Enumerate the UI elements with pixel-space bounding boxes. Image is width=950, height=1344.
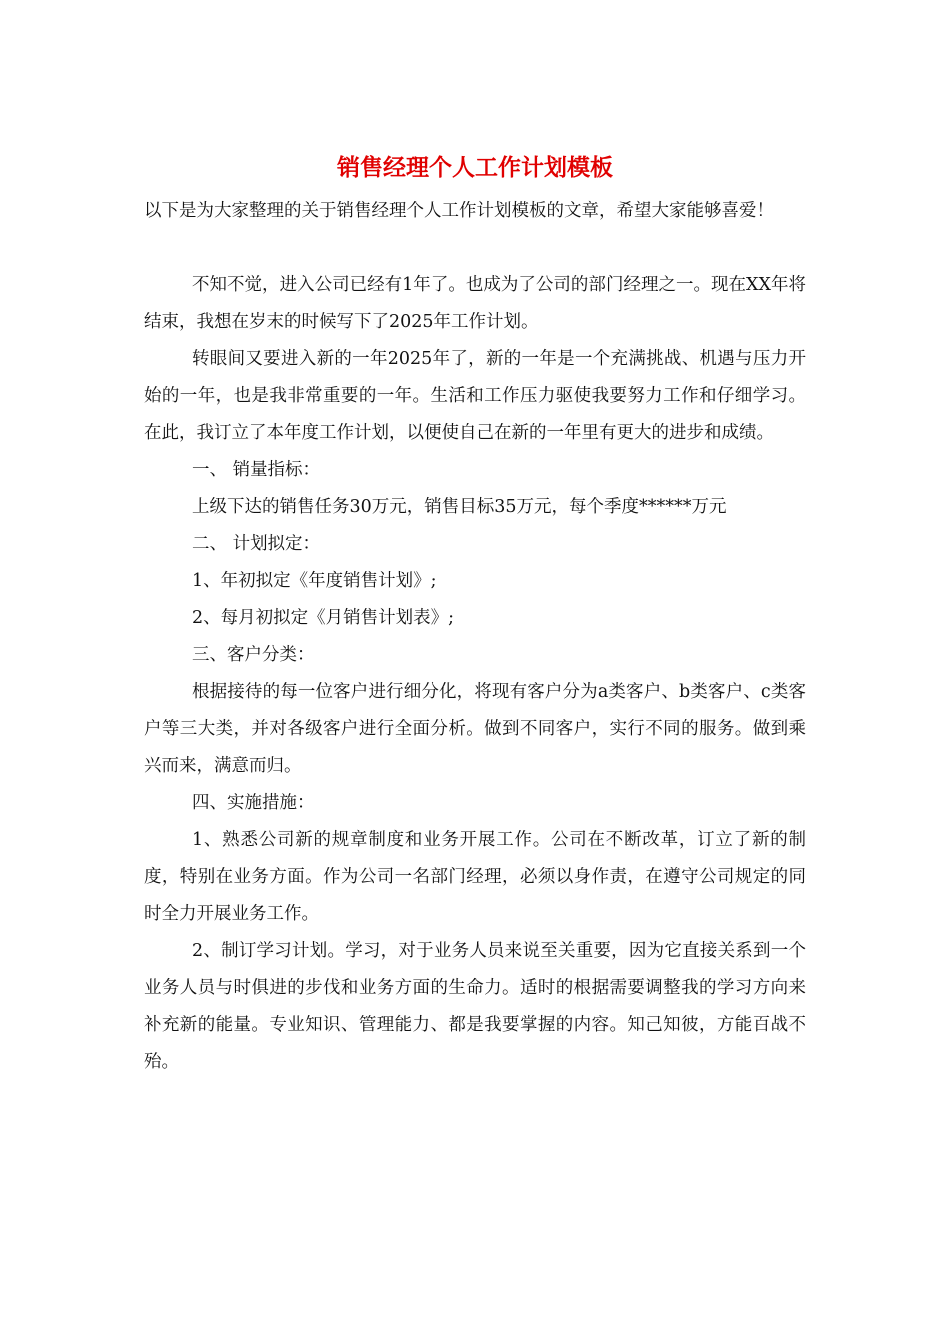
paragraph-2: 转眼间又要进入新的一年2025年了，新的一年是一个充满挑战、机遇与压力开始的一年，也是我非常重要的一年。生活和工作压力驱使我要努力工作和仔细学习。在此，我订立了本年度工作计划，以便使自己在新的一年里有更大的进步和成绩。 bbox=[144, 349, 806, 443]
section-heading-2: 二、 计划拟定： bbox=[192, 534, 321, 554]
document-title: 销售经理个人工作计划模板 bbox=[337, 154, 613, 181]
section-heading-3: 三、客户分类： bbox=[192, 645, 315, 665]
paragraph-1: 不知不觉，进入公司已经有1年了。也成为了公司的部门经理之一。现在XX年将结束，我想在岁末的时候写下了2025年工作计划。 bbox=[144, 275, 806, 332]
section-1-body: 上级下达的销售任务30万元，销售目标35万元，每个季度******万元 bbox=[192, 497, 727, 517]
section-3-body: 根据接待的每一位客户进行细分化，将现有客户分为a类客户、b类客户、c类客户等三大类，并对各级客户进行全面分析。做到不同客户，实行不同的服务。做到乘兴而来，满意而归。 bbox=[144, 682, 806, 776]
section-4-item-2: 2、制订学习计划。学习，对于业务人员来说至关重要，因为它直接关系到一个业务人员与时俱进的步伐和业务方面的生命力。适时的根据需要调整我的学习方向来补充新的能量。专业知识、管理能力、都是我要掌握的内容。知己知彼，方能百战不殆。 bbox=[144, 941, 806, 1072]
intro-paragraph: 以下是为大家整理的关于销售经理个人工作计划模板的文章，希望大家能够喜爱！ bbox=[144, 201, 774, 221]
section-heading-4: 四、实施措施： bbox=[192, 793, 315, 813]
section-2-item-1: 1、年初拟定《年度销售计划》; bbox=[192, 571, 437, 591]
section-heading-1: 一、 销量指标： bbox=[192, 460, 321, 480]
document-body bbox=[144, 193, 806, 1081]
section-2-item-2: 2、每月初拟定《月销售计划表》; bbox=[192, 608, 455, 628]
section-4-item-1: 1、熟悉公司新的规章制度和业务开展工作。公司在不断改革，订立了新的制度，特别在业务方面。作为公司一名部门经理，必须以身作责，在遵守公司规定的同时全力开展业务工作。 bbox=[144, 830, 806, 924]
blank-line bbox=[144, 230, 806, 267]
